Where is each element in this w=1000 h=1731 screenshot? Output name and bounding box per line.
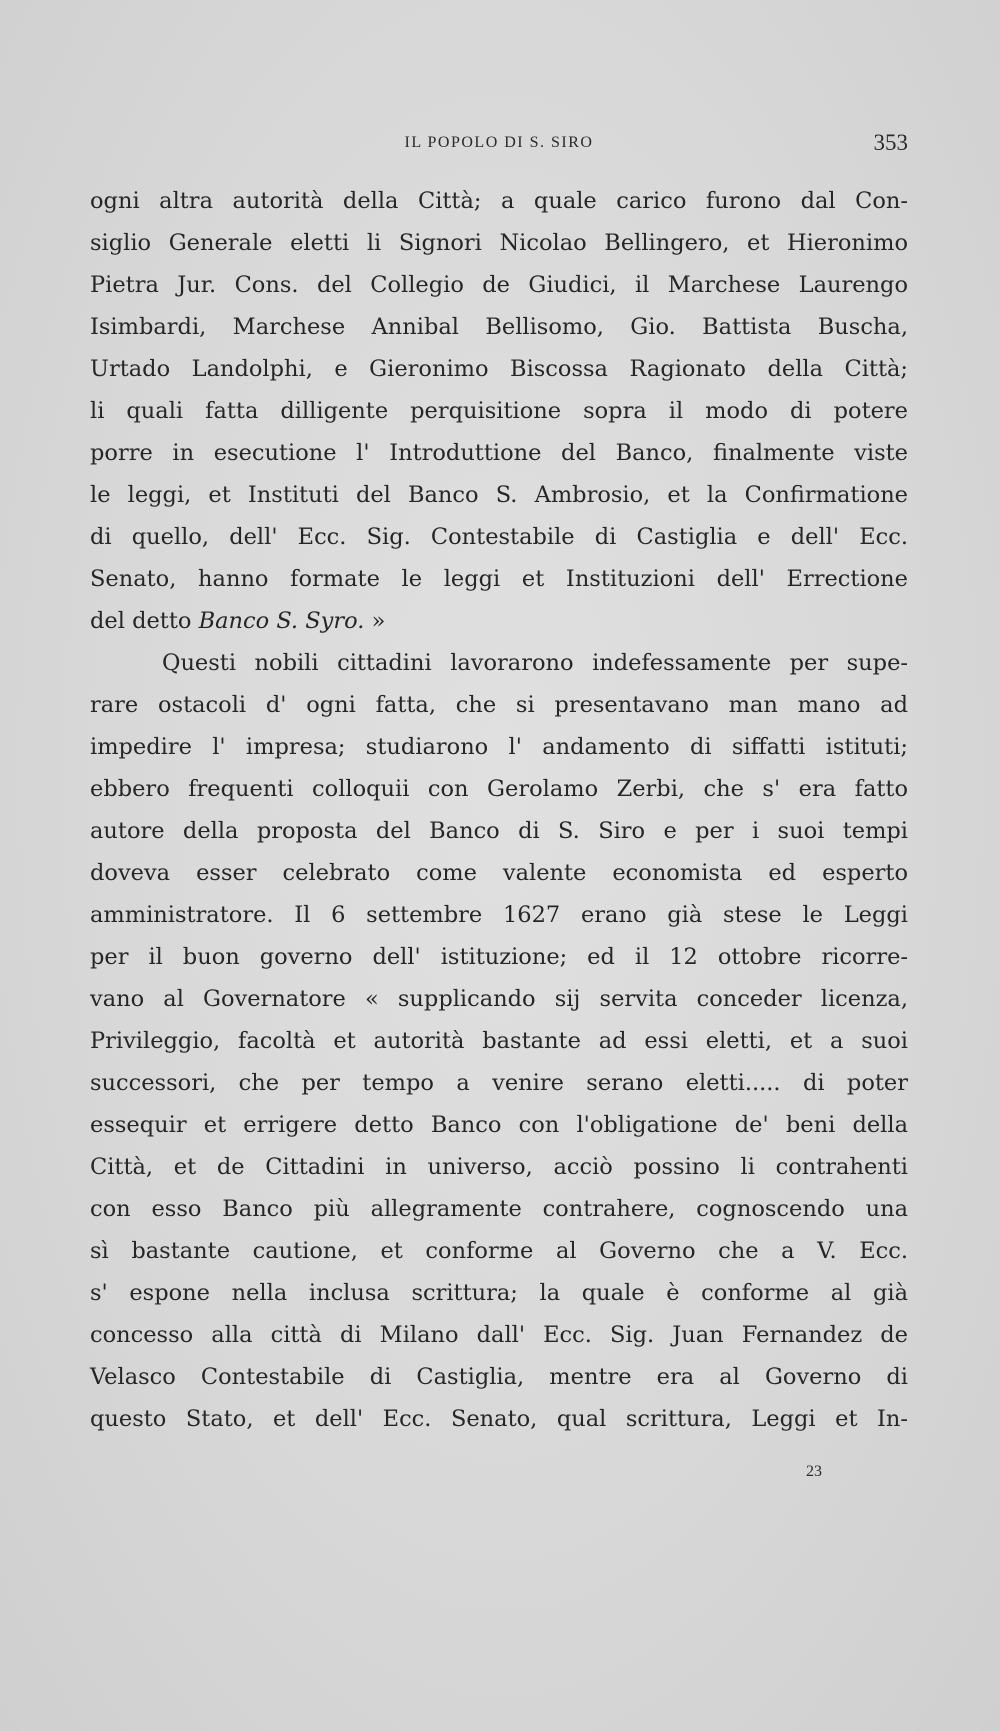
text-line: vano al Governatore « supplicando sij servita conceder licenza, [90, 986, 908, 1012]
text-line: concesso alla città di Milano dall' Ecc. Sig. Juan Fernandez de [90, 1322, 908, 1348]
running-title: IL POPOLO DI S. SIRO [404, 134, 594, 151]
text-line: porre in esecutione l' Introduttione del Banco, finalmente viste [90, 440, 908, 466]
text-line: sì bastante cautione, et conforme al Governo che a V. Ecc. [90, 1238, 908, 1264]
text-line: ebbero frequenti colloquii con Gerolamo Zerbi, che s' era fatto [90, 776, 908, 802]
text-line: Privileggio, facoltà et autorità bastante ad essi eletti, et a suoi [90, 1028, 908, 1054]
text-line: ogni altra autorità della Città; a quale carico furono dal Con- [90, 188, 908, 214]
italic-bank-name: Banco S. Syro. [198, 608, 365, 634]
text-line: doveva esser celebrato come valente economista ed esperto [90, 860, 908, 886]
text-line: siglio Generale eletti li Signori Nicolao Bellingero, et Hieronimo [90, 230, 908, 256]
body-text [90, 180, 908, 1440]
text-line: successori, che per tempo a venire serano eletti..... di poter [90, 1070, 908, 1096]
text-line-last [90, 600, 908, 642]
text-line: essequir et errigere detto Banco con l'obligatione de' beni della [90, 1112, 908, 1138]
text-line: s' espone nella inclusa scrittura; la quale è conforme al già [90, 1280, 908, 1306]
running-head [90, 130, 908, 160]
text-line: Senato, hanno formate le leggi et Instituzioni dell' Errectione [90, 566, 908, 592]
text-line: di quello, dell' Ecc. Sig. Contestabile di Castiglia e dell' Ecc. [90, 524, 908, 550]
text-line: Isimbardi, Marchese Annibal Bellisomo, Gio. Battista Buscha, [90, 314, 908, 340]
paragraph-1 [90, 180, 908, 642]
paragraph-2 [90, 642, 908, 1440]
text-line: Urtado Landolphi, e Gieronimo Biscossa Ragionato della Città; [90, 356, 908, 382]
text-line-indented: Questi nobili cittadini lavorarono indefessamente per supe- [162, 650, 908, 676]
text-line: li quali fatta dilligente perquisitione sopra il modo di potere [90, 398, 908, 424]
closing-quote: » [364, 608, 386, 634]
text-fragment: del detto [90, 608, 199, 634]
text-line: autore della proposta del Banco di S. Siro e per i suoi tempi [90, 818, 908, 844]
text-line: Velasco Contestabile di Castiglia, mentre era al Governo di [90, 1364, 908, 1390]
text-line: questo Stato, et dell' Ecc. Senato, qual scrittura, Leggi et In- [90, 1406, 908, 1432]
text-line: Pietra Jur. Cons. del Collegio de Giudici, il Marchese Laurengo [90, 272, 908, 298]
text-line: Città, et de Cittadini in universo, acciò possino li contrahenti [90, 1154, 908, 1180]
text-line: con esso Banco più allegramente contrahere, cognoscendo una [90, 1196, 908, 1222]
text-line: rare ostacoli d' ogni fatta, che si presentavano man mano ad [90, 692, 908, 718]
text-line: le leggi, et Instituti del Banco S. Ambrosio, et la Confirmatione [90, 482, 908, 508]
page-number: 353 [873, 130, 908, 155]
signature-mark: 23 [806, 1463, 822, 1480]
text-line: impedire l' impresa; studiarono l' andamento di siffatti istituti; [90, 734, 908, 760]
text-line: amministratore. Il 6 settembre 1627 erano già stese le Leggi [90, 902, 908, 928]
text-line: per il buon governo dell' istituzione; ed il 12 ottobre ricorre- [90, 944, 908, 970]
